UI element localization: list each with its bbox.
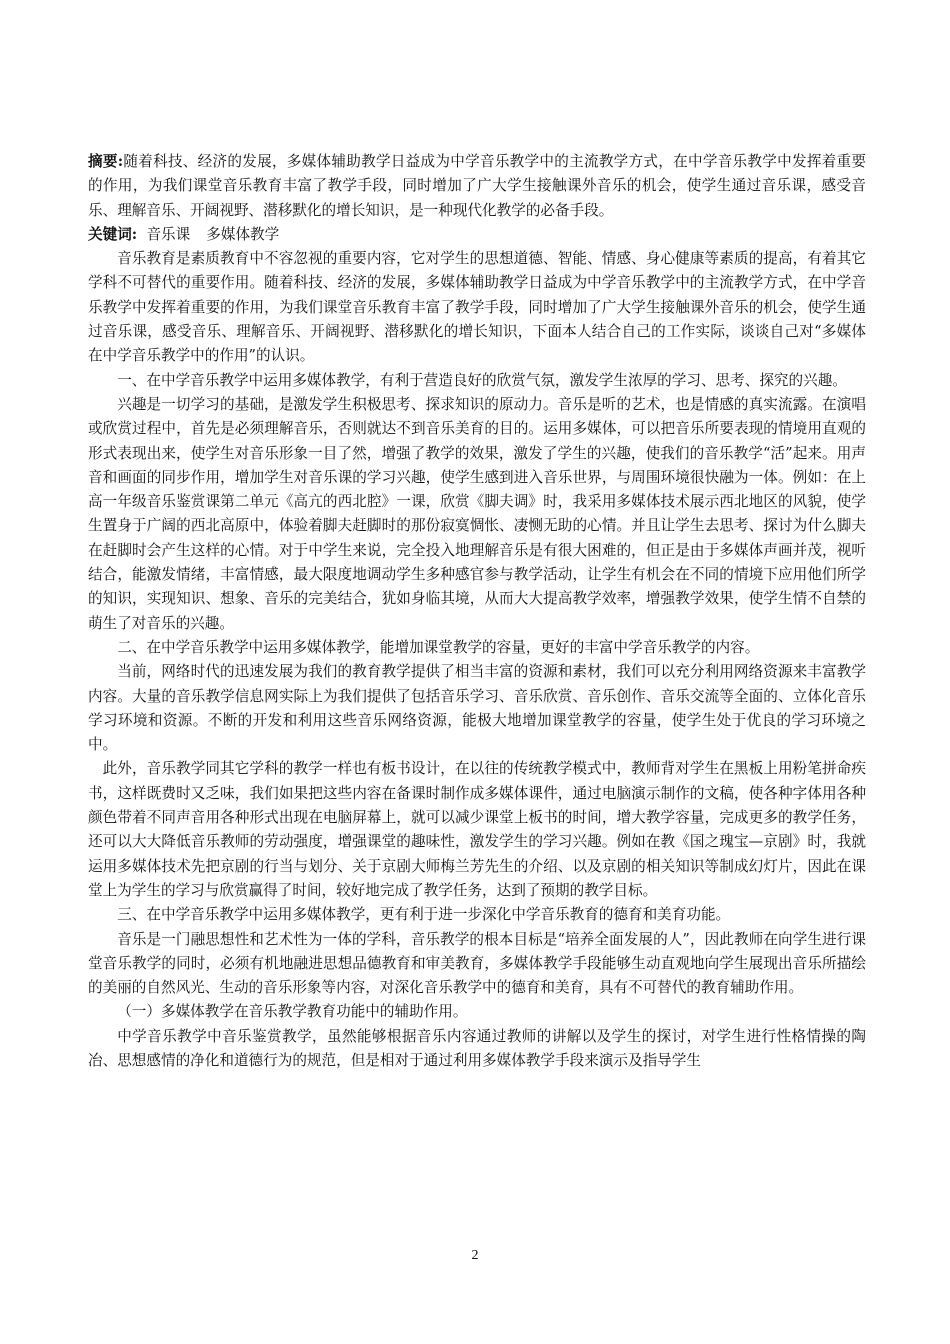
keywords-label: 关键词: <box>88 225 138 243</box>
body-text <box>88 247 866 1073</box>
keywords-line <box>88 223 866 247</box>
body-paragraph: 此外，音乐教学同其它学科的教学一样也有板书设计，在以往的传统教学模式中，教师背对学生在黑板上用粉笔拼命疾书，这样既费时又乏味，我们如果把这些内容在备课时制作成多媒体课件，通过电脑演示制作的文稿，使各种字体用各种颜色带着不同声音用各种形式出现在电脑屏幕上，就可以减少课堂上板书的时间，增大教学容量，完成更多的教学任务，还可以大大降低音乐教师的劳动强度，增强课堂的趣味性，激发学生的学习兴趣。例如在教《国之瑰宝—京剧》时，我就运用多媒体技术先把京剧的行当与划分、关于京剧大师梅兰芳先生的介绍、以及京剧的相关知识等制成幻灯片，因此在课堂上为学生的学习与欣赏赢得了时间，较好地完成了教学任务，达到了预期的教学目标。 <box>88 760 866 899</box>
body-paragraph: 中学音乐教学中音乐鉴赏教学，虽然能够根据音乐内容通过教师的讲解以及学生的探讨，对学生进行性格情操的陶冶、思想感情的净化和道德行为的规范，但是相对于通过利用多媒体教学手段来演示及指导学生 <box>88 1027 866 1069</box>
keyword-item: 音乐课 <box>146 225 191 243</box>
body-paragraph: 音乐教育是素质教育中不容忽视的重要内容，它对学生的思想道德、智能、情感、身心健康等素质的提高，有着其它学科不可替代的重要作用。随着科技、经济的发展，多媒体辅助教学日益成为中学音乐教学中的主流教学方式，在中学音乐教学中发挥着重要的作用，为我们课堂音乐教育丰富了教学手段，同时增加了广大学生接触课外音乐的机会，使学生通过音乐课，感受音乐、理解音乐、开阔视野、潜移默化的增长知识，下面本人结合自己的工作实际，谈谈自己对“多媒体在中学音乐教学中的作用”的认识。 <box>88 250 866 365</box>
abstract-label: 摘要: <box>88 153 124 170</box>
body-paragraph: 兴趣是一切学习的基础，是激发学生积极思考、探求知识的原动力。音乐是听的艺术，也是情感的真实流露。在演唱或欣赏过程中，首先是必须理解音乐，否则就达不到音乐美育的目的。运用多媒体，可以把音乐所要表现的情境用直观的形式表现出来，使学生对音乐形象一目了然，增强了教学的效果，激发了学生的兴趣，使我们的音乐教学“活”起来。用声音和画面的同步作用，增加学生对音乐课的学习兴趣，使学生感到进入音乐世界，与周围环境很快融为一体。例如：在上高一年级音乐鉴赏课第二单元《高亢的西北腔》一课，欣赏《脚夫调》时，我采用多媒体技术展示西北地区的风貌，使学生置身于广阔的西北高原中，体验着脚夫赶脚时的那份寂寞惆怅、凄恻无助的心情。并且让学生去思考、探讨为什么脚夫在赶脚时会产生这样的心情。对于中学生来说，完全投入地理解音乐是有很大困难的，但正是由于多媒体声画并茂，视听结合，能激发情绪，丰富情感，最大限度地调动学生多种感官参与教学活动，让学生有机会在不同的情境下应用他们所学的知识，实现知识、想象、音乐的完美结合，犹如身临其境，从而大大提高教学效率，增强教学效果，使学生情不自禁的萌生了对音乐的兴趣。 <box>88 395 866 632</box>
keyword-item: 多媒体教学 <box>206 225 280 243</box>
abstract-paragraph <box>88 150 866 223</box>
section-heading: 三、在中学音乐教学中运用多媒体教学，更有利于进一步深化中学音乐教育的德育和美育功能。 <box>117 906 731 924</box>
page-number: 2 <box>471 1248 479 1263</box>
subsection-heading: （一）多媒体教学在音乐教学教育功能中的辅助作用。 <box>117 1003 468 1021</box>
abstract-section <box>88 150 866 247</box>
section-heading: 二、在中学音乐教学中运用多媒体教学，能增加课堂教学的容量，更好的丰富中学音乐教学的内容。 <box>117 638 760 656</box>
body-paragraph: 当前，网络时代的迅速发展为我们的教育教学提供了相当丰富的资源和素材，我们可以充分利用网络资源来丰富教学内容。大量的音乐教学信息网实际上为我们提供了包括音乐学习、音乐欣赏、音乐创作、音乐交流等全面的、立体化音乐学习环境和资源。不断的开发和利用这些音乐网络资源，能极大地增加课堂教学的容量，使学生处于优良的学习环境之中。 <box>88 663 866 754</box>
document-page <box>88 150 866 1073</box>
body-paragraph: 音乐是一门融思想性和艺术性为一体的学科，音乐教学的根本目标是“培养全面发展的人”，因此教师在向学生进行课堂音乐教学的同时，必须有机地融进思想品德教育和审美教育，多媒体教学手段能够生动直观地向学生展现出音乐所描绘的美丽的自然风光、生动的音乐形象等内容，对深化音乐教学中的德育和美育，具有不可替代的教育辅助作用。 <box>88 930 866 997</box>
section-heading: 一、在中学音乐教学中运用多媒体教学，有利于营造良好的欣赏气氛，激发学生浓厚的学习、思考、探究的兴趣。 <box>117 371 847 389</box>
abstract-text: 随着科技、经济的发展，多媒体辅助教学日益成为中学音乐教学中的主流教学方式，在中学音乐教学中发挥着重要的作用，为我们课堂音乐教育丰富了教学手段，同时增加了广大学生接触课外音乐的机会，使学生通过音乐课，感受音乐、理解音乐、开阔视野、潜移默化的增长知识，是一种现代化教学的必备手段。 <box>88 153 866 219</box>
